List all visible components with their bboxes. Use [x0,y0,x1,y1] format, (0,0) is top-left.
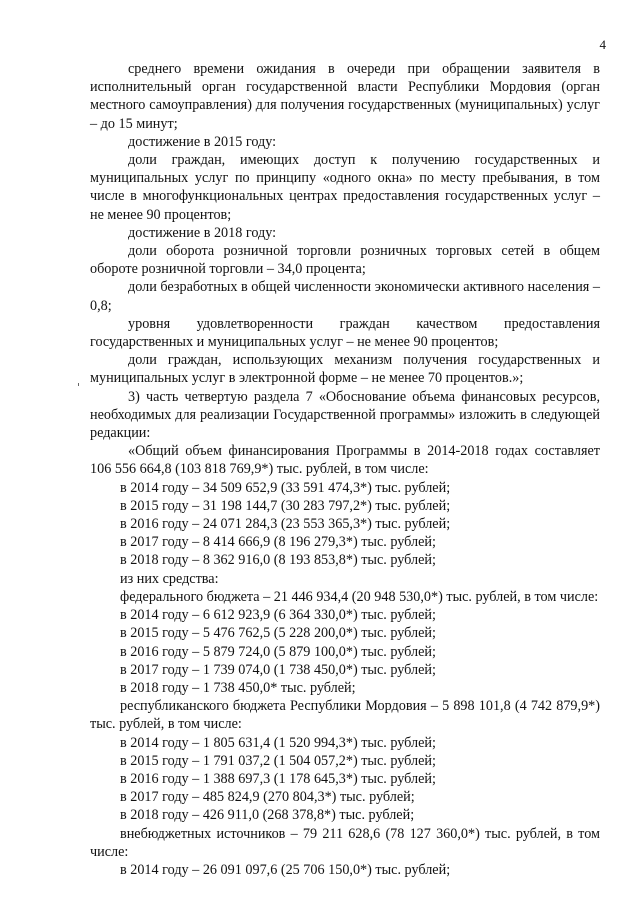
paragraph: достижение в 2015 году: [128,133,277,150]
paragraph: в 2018 году – 426 911,0 (268 378,8*) тыс. рублей; [120,807,415,824]
paragraph: внебюджетных источников – 79 211 628,6 (78 127 360,0*) тыс. рублей, в том числе: [90,825,600,860]
paragraph: в 2015 году – 1 791 037,2 (1 504 057,2*) тыс. рублей; [120,752,436,769]
paragraph: в 2015 году – 31 198 144,7 (30 283 797,2*) тыс. рублей; [120,497,451,514]
paragraph: в 2017 году – 1 739 074,0 (1 738 450,0*) тыс. рублей; [120,661,436,678]
paragraph: в 2018 году – 8 362 916,0 (8 193 853,8*) тыс. рублей; [120,552,436,569]
paragraph: в 2014 году – 6 612 923,9 (6 364 330,0*) тыс. рублей; [120,607,436,624]
paragraph: 3) часть четвертую раздела 7 «Обоснование объема финансовых ресурсов, необходимых для реализации Государственной программы» изложить в следующей редакции: [90,388,600,442]
paragraph: доли безработных в общей численности экономически активного населения – 0,8; [90,279,600,314]
paragraph: достижение в 2018 году: [128,224,277,241]
paragraph: в 2016 году – 5 879 724,0 (5 879 100,0*) тыс. рублей; [120,643,436,660]
document-body [90,60,600,879]
paragraph: в 2014 году – 34 509 652,9 (33 591 474,3*) тыс. рублей; [120,479,451,496]
paragraph: в 2017 году – 485 824,9 (270 804,3*) тыс. рублей; [120,789,415,806]
paragraph: республиканского бюджета Республики Мордовия – 5 898 101,8 (4 742 879,9*) тыс. рублей, в том числе: [90,698,600,733]
paragraph: федерального бюджета – 21 446 934,4 (20 948 530,0*) тыс. рублей, в том числе: [120,588,599,605]
paragraph: в 2014 году – 1 805 631,4 (1 520 994,3*) тыс. рублей; [120,734,436,751]
margin-mark [78,383,79,386]
paragraph: в 2015 году – 5 476 762,5 (5 228 200,0*) тыс. рублей; [120,625,436,642]
paragraph: в 2014 году – 26 091 097,6 (25 706 150,0*) тыс. рублей; [120,861,451,878]
paragraph: в 2016 году – 24 071 284,3 (23 553 365,3*) тыс. рублей; [120,516,451,533]
paragraph: в 2017 году – 8 414 666,9 (8 196 279,3*) тыс. рублей; [120,534,436,551]
paragraph: в 2016 году – 1 388 697,3 (1 178 645,3*) тыс. рублей; [120,770,436,787]
paragraph: в 2018 году – 1 738 450,0* тыс. рублей; [120,679,356,696]
paragraph: среднего времени ожидания в очереди при обращении заявителя в исполнительный орган государственной власти Республики Мордовия (орган местного самоуправления) для получения государственных (муниципальных) услуг – до 15 минут; [90,61,600,132]
paragraph: доли граждан, использующих механизм получения государственных и муниципальных услуг в электронной форме – не менее 70 процентов.»; [90,352,600,387]
page-number: 4 [599,37,606,52]
paragraph: уровня удовлетворенности граждан качеством предоставления государственных и муниципальных услуг – не менее 90 процентов; [90,315,600,351]
paragraph: доли граждан, имеющих доступ к получению государственных и муниципальных услуг по принципу «одного окна» по месту пребывания, в том числе в многофункциональных центрах предоставления государственных услуг – не менее 90 процентов; [90,152,600,223]
paragraph: из них средства: [120,570,219,587]
paragraph: «Общий объем финансирования Программы в 2014-2018 годах составляет 106 556 664,8 (103 818 769,9*) тыс. рублей, в том числе: [90,443,600,478]
paragraph: доли оборота розничной торговли розничных торговых сетей в общем обороте розничной торговли – 34,0 процента; [90,243,600,278]
